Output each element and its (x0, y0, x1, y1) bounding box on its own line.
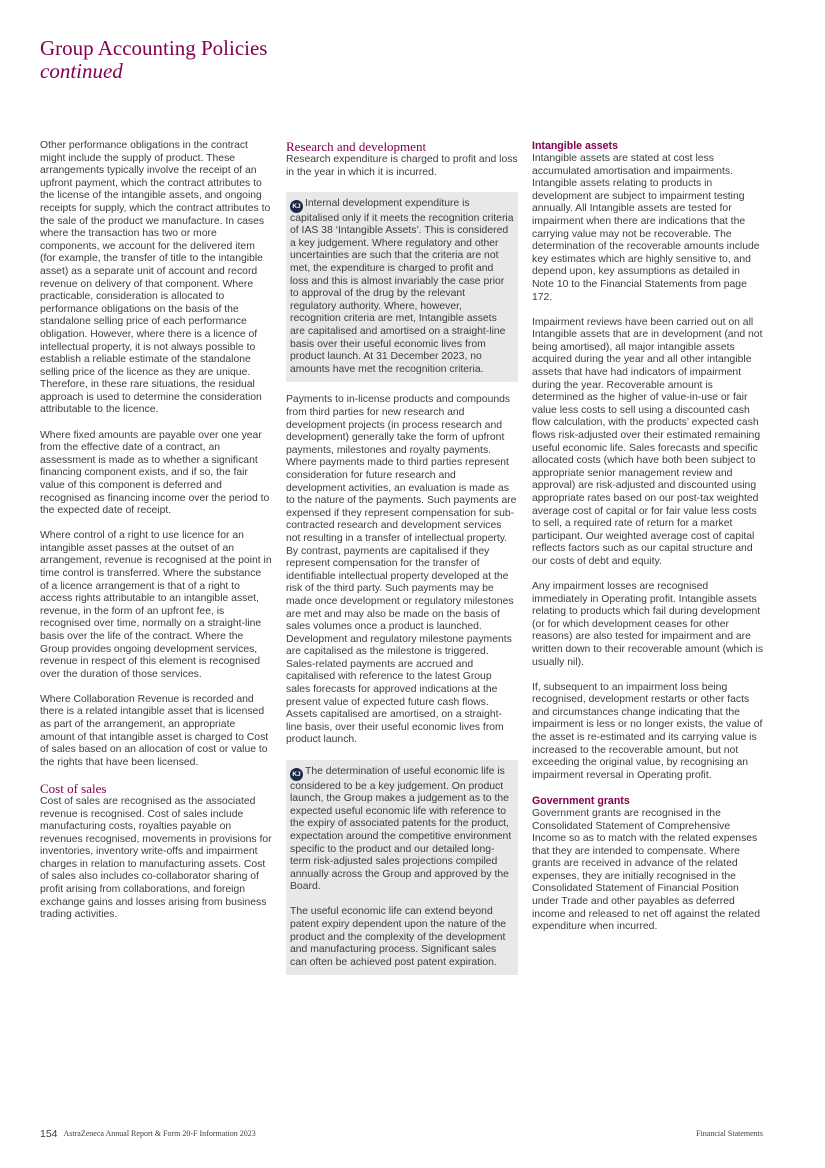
page-title: Group Accounting Policies (40, 36, 268, 60)
paragraph: Government grants are recognised in the Consolidated Statement of Comprehensive Income so as to match with the related expenses that they are intended to compensate. Where grants are received in advance of the related expenses, they are initially recognised in the Consolidated Statement of Financial Position under Trade and other payables as deferred income and released to net off against the related expenditure when incurred. (532, 807, 760, 933)
key-judgement-box (286, 192, 518, 383)
paragraph: Where Collaboration Revenue is recorded and there is a related intangible asset that is licensed as part of the arrangement, an appropriate amount of that intangible asset is charged to Cost of sales based on an allocation of cost or value to the rights that have been licensed. (40, 693, 269, 768)
paragraph: Intangible assets are stated at cost less accumulated amortisation and impairments. Intangible assets relating to products in development are subject to impairment testing annually. All Intangible assets are tested for impairment when there are indications that the carrying value may not be recoverable. The determination of the recoverable amounts include key estimates which are highly sensitive to, and depend upon, key assumptions as detailed in Note 10 to the Financial Statements from page 172. (532, 153, 760, 303)
box-text: Internal development expenditure is capitalised only if it meets the recognition criteria of IAS 38 ‘Intangible Assets’. This is considered a key judgement. Where regulatory and other uncertainties are such that the criteria are not met, the expenditure is charged to profit and loss and this is almost invariably the case prior to approval of the drug by the relevant regulatory authority. Where, however, recognition criteria are met, Intangible assets are capitalised and amortised on a straight-line basis over their useful economic lives from product launch. At 31 December 2023, no amounts have met the recognition criteria. (290, 197, 514, 375)
box-text: The useful economic life can extend beyond patent expiry dependent upon the nature of the product and the complexity of the development and manufacturing process. Significant sales can often be achieved post patent expiration. (290, 906, 507, 968)
box-text: The determination of useful economic life is considered to be a key judgement. On product launch, the Group makes a judgement as to the expected useful economic life with reference to the expiry of associated patents for the product, expectation around the competitive environment specific to the product and our detailed long-term risk-adjusted sales projections compiled annually across the Group and approved by the Board. (290, 765, 512, 893)
key-judgement-icon: KJ (290, 768, 303, 781)
cost-of-sales-heading: Cost of sales (40, 780, 107, 796)
government-grants-heading: Government grants (532, 794, 630, 807)
column-right (532, 140, 764, 946)
paragraph: Impairment reviews have been carried out on all Intangible assets that are in development (and not being amortised), all major intangible assets acquired during the year and all other intangible assets that have had indicators of impairment during the year. Recoverable amount is determined as the higher of value-in-use or fair value less costs to sell using a discounted cash flow calculation, with the products’ expected cash flows risk-adjusted over their estimated remaining useful economic life. Sales forecasts and specific allocated costs (which have both been subject to appropriate senior management review and approval) are risk-adjusted and discounted using appropriate rates based on our post-tax weighted average cost of capital or for fair value less costs to sell, a required rate of return for a market participant. Our weighted average cost of capital reflects factors such as our capital structure and our costs of debt and equity. (532, 316, 763, 567)
key-judgement-icon: KJ (290, 200, 303, 213)
paragraph: Where control of a right to use licence for an intangible asset passes at the outset of an arrangement, revenue is recognised at the point in time control is transferred. Where the substance of a licence arrangement is that of a right to access rights attributable to an intangible asset, revenue, in the form of an upfront fee, is recognised over time, normally on a straight-line basis over the life of the contract. Where the Group provides ongoing development services, revenue in respect of this element is recognised over the duration of those services. (40, 530, 272, 680)
intangible-assets-heading: Intangible assets (532, 140, 618, 152)
paragraph: Payments to in-license products and compounds from third parties for new research and development projects (in process research and development) generally take the form of upfront payments, milestones and royalty payments. Where payments made to third parties represent consideration for future research and development activities, an evaluation is made as to the nature of the payments. Such payments are expensed if they represent compensation for sub-contracted research and development services not resulting in a transfer of intellectual property. By contrast, payments are capitalised if they represent compensation for the transfer of identifiable intellectual property developed at the risk of the third party. Such payments may be made once development or regulatory milestones are met and may also be made on the basis of sales volumes once a product is launched. Development and regulatory milestone payments are capitalised as the milestone is triggered. Sales-related payments are accrued and capitalised with reference to the latest Group sales forecasts for approved indications at the present value of expected future cash flows. Assets capitalised are amortised, on a straight-line basis, over their useful economic lives from product launch. (286, 394, 517, 746)
paragraph: Cost of sales are recognised as the associated revenue is recognised. Cost of sales include manufacturing costs, royalties payable on revenues recognised, movements in provisions for inventories, inventory write-offs and impairment charges in relation to manufacturing assets. Cost of sales also includes co-collaborator sharing of profit arising from collaborations, and foreign exchange gains and losses arising from business trading activities. (40, 795, 272, 921)
research-development-heading: Research and development (286, 139, 427, 154)
report-title: AstraZeneca Annual Report & Form 20-F Information 2023 (63, 1129, 256, 1138)
column-middle (286, 140, 518, 987)
footer-left (40, 1129, 256, 1139)
paragraph: Any impairment losses are recognised immediately in Operating profit. Intangible assets relating to products which fail during development (or for which development ceases for other reasons) are also tested for impairment and are written down to their recoverable amount (which is usually nil). (532, 581, 764, 668)
paragraph: Where fixed amounts are payable over one year from the effective date of a contract, an assessment is made as to whether a significant financing component exists, and if so, the fair value of this component is deferred and recognised as financing income over the period to the expected date of receipt. (40, 429, 270, 517)
paragraph: Other performance obligations in the contract might include the supply of product. These arrangements typically involve the receipt of an upfront payment, which the contract attributes to the license of the intangible assets, and ongoing receipts for supply, which the contract attributes to the sale of the product we manufacture. In cases where the transaction has two or more components, we account for the delivered item (for example, the transfer of title to the intangible asset) as a separate unit of account and record revenue on delivery of that component. Where practicable, consideration is allocated to performance obligations on the basis of the standalone selling price of each performance obligation. However, where there is a licence of intellectual property, it is not always possible to establish a reliable estimate of the standalone selling price of the licence as they are unique. Therefore, in these rare situations, the residual approach is used to determine the consideration attributable to the licence. (40, 140, 271, 416)
paragraph: If, subsequent to an impairment loss being recognised, development restarts or other facts and circumstances change indicating that the impairment is less or no longer exists, the value of the asset is re-estimated and its carrying value is increased to the recoverable amount, but not exceeding the original value, by recognising an impairment reversal in Operating profit. (532, 681, 763, 781)
page-number: 154 (40, 1128, 58, 1140)
key-judgement-box (286, 760, 518, 976)
paragraph: Research expenditure is charged to profit and loss in the year in which it is incurred. (286, 154, 518, 178)
column-left (40, 140, 272, 934)
footer-section: Financial Statements (696, 1129, 763, 1138)
page-subtitle: continued (40, 59, 123, 83)
